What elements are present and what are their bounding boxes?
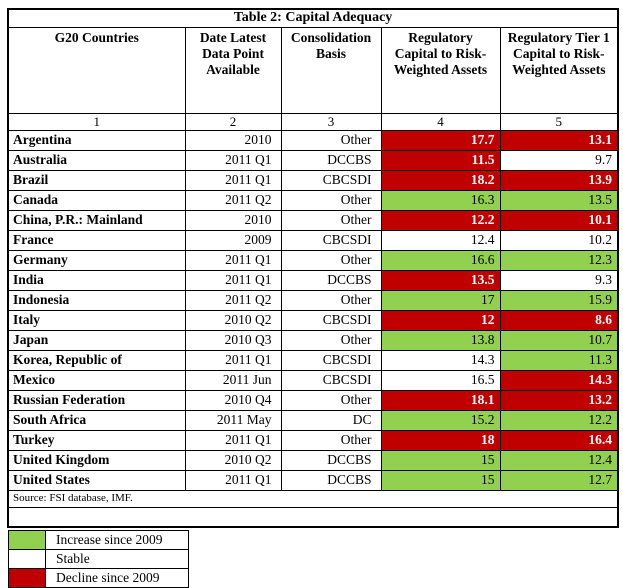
country-cell: Canada [8,190,185,210]
country-cell: Australia [8,150,185,170]
basis-cell: Other [281,390,381,410]
date-cell: 2009 [185,230,281,250]
date-cell: 2011 Q1 [185,470,281,490]
capital-ratio-cell: 17 [381,290,500,310]
date-cell: 2011 Q1 [185,150,281,170]
table-row [8,130,618,150]
country-cell: Brazil [8,170,185,190]
table-row [8,230,618,250]
date-cell: 2010 Q4 [185,390,281,410]
source-note: Source: FSI database, IMF. [8,490,618,507]
empty-row [8,507,618,527]
date-cell: 2011 Q1 [185,430,281,450]
capital-ratio-cell: 16.3 [381,190,500,210]
table-row [8,210,618,230]
table-row [8,310,618,330]
column-number: 3 [281,113,381,130]
table-row [8,470,618,490]
table-row [8,450,618,470]
country-cell: Turkey [8,430,185,450]
date-cell: 2011 Jun [185,370,281,390]
header-row [8,27,618,113]
country-cell: Russian Federation [8,390,185,410]
tier1-ratio-cell: 15.9 [500,290,618,310]
tier1-ratio-cell: 10.7 [500,330,618,350]
legend-label-increase: Increase since 2009 [46,531,189,550]
table-title-row [8,9,618,27]
table-row [8,430,618,450]
tier1-ratio-cell: 13.1 [500,130,618,150]
tier1-ratio-cell: 13.5 [500,190,618,210]
tier1-ratio-cell: 12.4 [500,450,618,470]
stable-color-swatch [9,550,46,569]
col-header-date: Date Latest Data Point Available [185,27,281,113]
tier1-ratio-cell: 10.2 [500,230,618,250]
date-cell: 2011 Q2 [185,290,281,310]
table-row [8,150,618,170]
basis-cell: CBCSDI [281,350,381,370]
basis-cell: Other [281,290,381,310]
capital-ratio-cell: 11.5 [381,150,500,170]
legend [8,530,189,588]
capital-ratio-cell: 16.6 [381,250,500,270]
table-row [8,370,618,390]
tier1-ratio-cell: 10.1 [500,210,618,230]
country-cell: Indonesia [8,290,185,310]
capital-ratio-cell: 12 [381,310,500,330]
country-cell: France [8,230,185,250]
capital-ratio-cell: 13.8 [381,330,500,350]
basis-cell: Other [281,430,381,450]
basis-cell: Other [281,210,381,230]
tier1-ratio-cell: 16.4 [500,430,618,450]
legend-row-stable [9,550,189,569]
col-header-tier1: Regulatory Tier 1 Capital to Risk-Weighted Assets [500,27,618,113]
capital-ratio-cell: 15.2 [381,410,500,430]
basis-cell: Other [281,190,381,210]
table-title: Table 2: Capital Adequacy [8,9,618,27]
basis-cell: CBCSDI [281,230,381,250]
increase-color-swatch [9,531,46,550]
country-cell: United States [8,470,185,490]
table-row [8,270,618,290]
date-cell: 2010 [185,130,281,150]
table-row [8,250,618,270]
country-cell: South Africa [8,410,185,430]
tier1-ratio-cell: 12.7 [500,470,618,490]
legend-row-decline [9,569,189,588]
table-row [8,290,618,310]
tier1-ratio-cell: 13.2 [500,390,618,410]
country-rows [8,130,618,490]
country-cell: China, P.R.: Mainland [8,210,185,230]
country-cell: Japan [8,330,185,350]
table-row [8,170,618,190]
basis-cell: DCCBS [281,470,381,490]
tier1-ratio-cell: 14.3 [500,370,618,390]
capital-ratio-cell: 13.5 [381,270,500,290]
legend-row-increase [9,531,189,550]
capital-ratio-cell: 12.4 [381,230,500,250]
tier1-ratio-cell: 12.3 [500,250,618,270]
date-cell: 2010 Q2 [185,310,281,330]
column-number: 5 [500,113,618,130]
column-number-row [8,113,618,130]
basis-cell: Other [281,330,381,350]
tier1-ratio-cell: 9.3 [500,270,618,290]
decline-color-swatch [9,569,46,588]
basis-cell: CBCSDI [281,370,381,390]
empty-cell [8,507,618,527]
table-row [8,390,618,410]
capital-ratio-cell: 17.7 [381,130,500,150]
date-cell: 2010 Q3 [185,330,281,350]
date-cell: 2010 [185,210,281,230]
basis-cell: DCCBS [281,450,381,470]
country-cell: India [8,270,185,290]
capital-ratio-cell: 12.2 [381,210,500,230]
legend-label-decline: Decline since 2009 [46,569,189,588]
basis-cell: DC [281,410,381,430]
basis-cell: DCCBS [281,270,381,290]
date-cell: 2011 Q1 [185,170,281,190]
col-header-basis: Consolidation Basis [281,27,381,113]
source-row [8,490,618,507]
capital-ratio-cell: 15 [381,450,500,470]
table-row [8,410,618,430]
table-wrapper [7,8,619,588]
date-cell: 2010 Q2 [185,450,281,470]
date-cell: 2011 Q1 [185,270,281,290]
capital-ratio-cell: 18 [381,430,500,450]
basis-cell: Other [281,130,381,150]
tier1-ratio-cell: 9.7 [500,150,618,170]
col-header-capital: Regulatory Capital to Risk-Weighted Assets [381,27,500,113]
capital-ratio-cell: 18.1 [381,390,500,410]
basis-cell: Other [281,250,381,270]
country-cell: United Kingdom [8,450,185,470]
capital-ratio-cell: 18.2 [381,170,500,190]
col-header-countries: G20 Countries [8,27,185,113]
capital-ratio-cell: 16.5 [381,370,500,390]
capital-ratio-cell: 15 [381,470,500,490]
tier1-ratio-cell: 11.3 [500,350,618,370]
tier1-ratio-cell: 8.6 [500,310,618,330]
capital-ratio-cell: 14.3 [381,350,500,370]
tier1-ratio-cell: 12.2 [500,410,618,430]
country-cell: Korea, Republic of [8,350,185,370]
tier1-ratio-cell: 13.9 [500,170,618,190]
date-cell: 2011 Q1 [185,350,281,370]
basis-cell: CBCSDI [281,170,381,190]
date-cell: 2011 Q2 [185,190,281,210]
basis-cell: CBCSDI [281,310,381,330]
country-cell: Argentina [8,130,185,150]
legend-label-stable: Stable [46,550,189,569]
column-number: 2 [185,113,281,130]
basis-cell: DCCBS [281,150,381,170]
country-cell: Italy [8,310,185,330]
table-row [8,330,618,350]
country-cell: Germany [8,250,185,270]
date-cell: 2011 Q1 [185,250,281,270]
country-cell: Mexico [8,370,185,390]
capital-adequacy-table [7,8,619,528]
column-number: 4 [381,113,500,130]
column-number: 1 [8,113,185,130]
date-cell: 2011 May [185,410,281,430]
table-row [8,190,618,210]
table-row [8,350,618,370]
